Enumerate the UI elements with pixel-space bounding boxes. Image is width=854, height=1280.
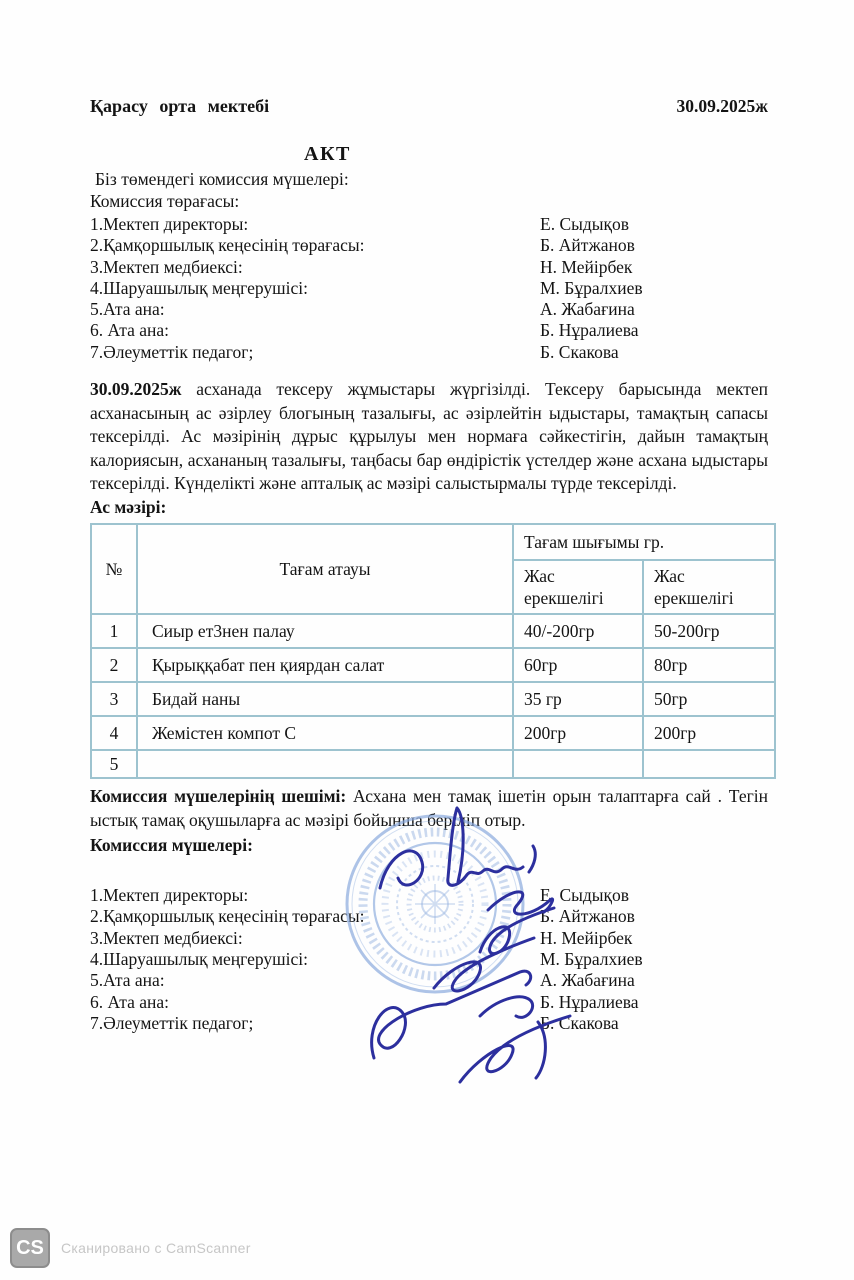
member-role: 7.Әлеуметтік педагог; [90,1012,254,1033]
subheader-age-group-1: Жас ерекшелігі [513,560,643,614]
member-name: Б. Айтжанов [540,906,635,927]
paragraph-date: 30.09.2025ж [90,379,182,400]
decision-label: Комиссия мүшелерінің шешімі: [90,786,347,807]
member-role: 2.Қамқоршылық кеңесінің төрағасы: [90,235,365,256]
dish-output-1: 60гр [513,648,643,682]
signing-section-heading: Комиссия мүшелері: [90,835,253,856]
member-role: 3.Мектеп медбиексі: [90,927,243,948]
member-row [90,1013,768,1034]
commission-members-list-top [90,214,768,363]
member-name: Н. Мейірбек [540,927,633,948]
dish-name: Жемістен компот С [137,716,513,750]
member-name: Б. Айтжанов [540,235,635,256]
member-row [90,970,768,991]
menu-table [90,523,776,779]
row-number: 3 [91,682,137,716]
dish-output-1: 40/-200гр [513,614,643,648]
member-row [90,299,768,320]
camscanner-watermark [10,1228,251,1268]
dish-output-1: 35 гр [513,682,643,716]
member-name: М. Бұралхиев [540,948,643,969]
document-title: АКТ [304,143,351,165]
member-role: 4.Шаруашылық меңгерушісі: [90,277,308,298]
commission-decision [90,785,768,832]
menu-section-label: Ас мәзірі: [90,497,167,518]
dish-output-2 [643,750,775,778]
dish-output-2: 50гр [643,682,775,716]
col-header-number: № [91,524,137,614]
member-name: Б. Скакова [540,1012,619,1033]
member-name: А. Жабағина [540,299,635,320]
member-name: Б. Нұралиева [540,320,639,341]
document-date: 30.09.2025ж [676,96,768,116]
dish-name: Қырыққабат пен қиярдан салат [137,648,513,682]
intro-line-1: Біз төмендегі комиссия мүшелері: [95,169,349,189]
member-role: 6. Ата ана: [90,991,170,1012]
row-number: 4 [91,716,137,750]
commission-members-list-signatures [90,885,768,1034]
member-role: 6. Ата ана: [90,320,170,341]
dish-output-2: 80гр [643,648,775,682]
member-role: 5.Ата ана: [90,970,165,991]
member-role: 5.Ата ана: [90,299,165,320]
subheader-age-group-2: Жас ерекшелігі [643,560,775,614]
member-name: Е. Сыдықов [540,214,630,234]
table-row [91,614,775,648]
col-header-dish-name: Тағам атауы [137,524,513,614]
member-row [90,928,768,949]
table-header-row [91,524,775,560]
member-row [90,949,768,970]
table-row [91,716,775,750]
row-number: 2 [91,648,137,682]
dish-output-2: 200гр [643,716,775,750]
member-row [90,214,768,235]
dish-name [137,750,513,778]
member-row [90,906,768,927]
member-role: 3.Мектеп медбиексі: [90,256,243,277]
member-name: Е. Сыдықов [540,885,630,906]
member-row [90,320,768,341]
paragraph-text: асханада тексеру жұмыстары жүргізілді. Тексеру барысында мектеп асханасының ас әзірлеу блогының тазалығы, ас әзірлейтін ыдыстары, тамақтың сапасы тексерілді. Ас мәзірінің дұрыс құрылуы мен нормаға сәйкестігін, дайын тамақтың калориясын, асхананың тазалығы, таңбасы бар өндірістік үстелдер және асхана ыдыстары тексерілді. Күнделікті және апталық ас мәзірі салыстырмалы түрде тексерілді. [90,379,768,494]
dish-name: Бидай наны [137,682,513,716]
member-name: А. Жабағина [540,970,635,991]
row-number: 1 [91,614,137,648]
inspection-paragraph [90,378,768,496]
member-row [90,235,768,256]
intro-line-2: Комиссия төрағасы: [90,191,240,211]
member-name: Б. Скакова [540,341,619,362]
row-number: 5 [91,750,137,778]
member-name: Н. Мейірбек [540,256,633,277]
member-role: 2.Қамқоршылық кеңесінің төрағасы: [90,906,365,927]
table-row [91,648,775,682]
decision-text: Асхана мен тамақ ішетін орын талаптарға сай . Тегін ыстық тамақ оқушыларға ас мәзірі бойынша беріліп отыр. [90,786,769,830]
member-role: 7.Әлеуметтік педагог; [90,341,254,362]
member-row [90,885,768,906]
member-name: М. Бұралхиев [540,277,643,298]
member-row [90,278,768,299]
member-row [90,257,768,278]
dish-output-2: 50-200гр [643,614,775,648]
table-row [91,682,775,716]
dish-output-1 [513,750,643,778]
col-header-output: Тағам шығымы гр. [513,524,775,560]
member-role: 4.Шаруашылық меңгерушісі: [90,948,308,969]
member-role: 1.Мектеп директоры: [90,214,249,234]
camscanner-badge-icon: CS [10,1228,50,1268]
member-row [90,342,768,363]
dish-output-1: 200гр [513,716,643,750]
document-header [90,96,768,117]
member-role: 1.Мектеп директоры: [90,885,249,906]
member-row [90,992,768,1013]
member-name: Б. Нұралиева [540,991,639,1012]
table-row [91,750,775,778]
school-name: Қарасу орта мектебі [90,96,270,116]
camscanner-watermark-text: Сканировано с CamScanner [61,1240,251,1256]
dish-name: Сиыр ет3нен палау [137,614,513,648]
